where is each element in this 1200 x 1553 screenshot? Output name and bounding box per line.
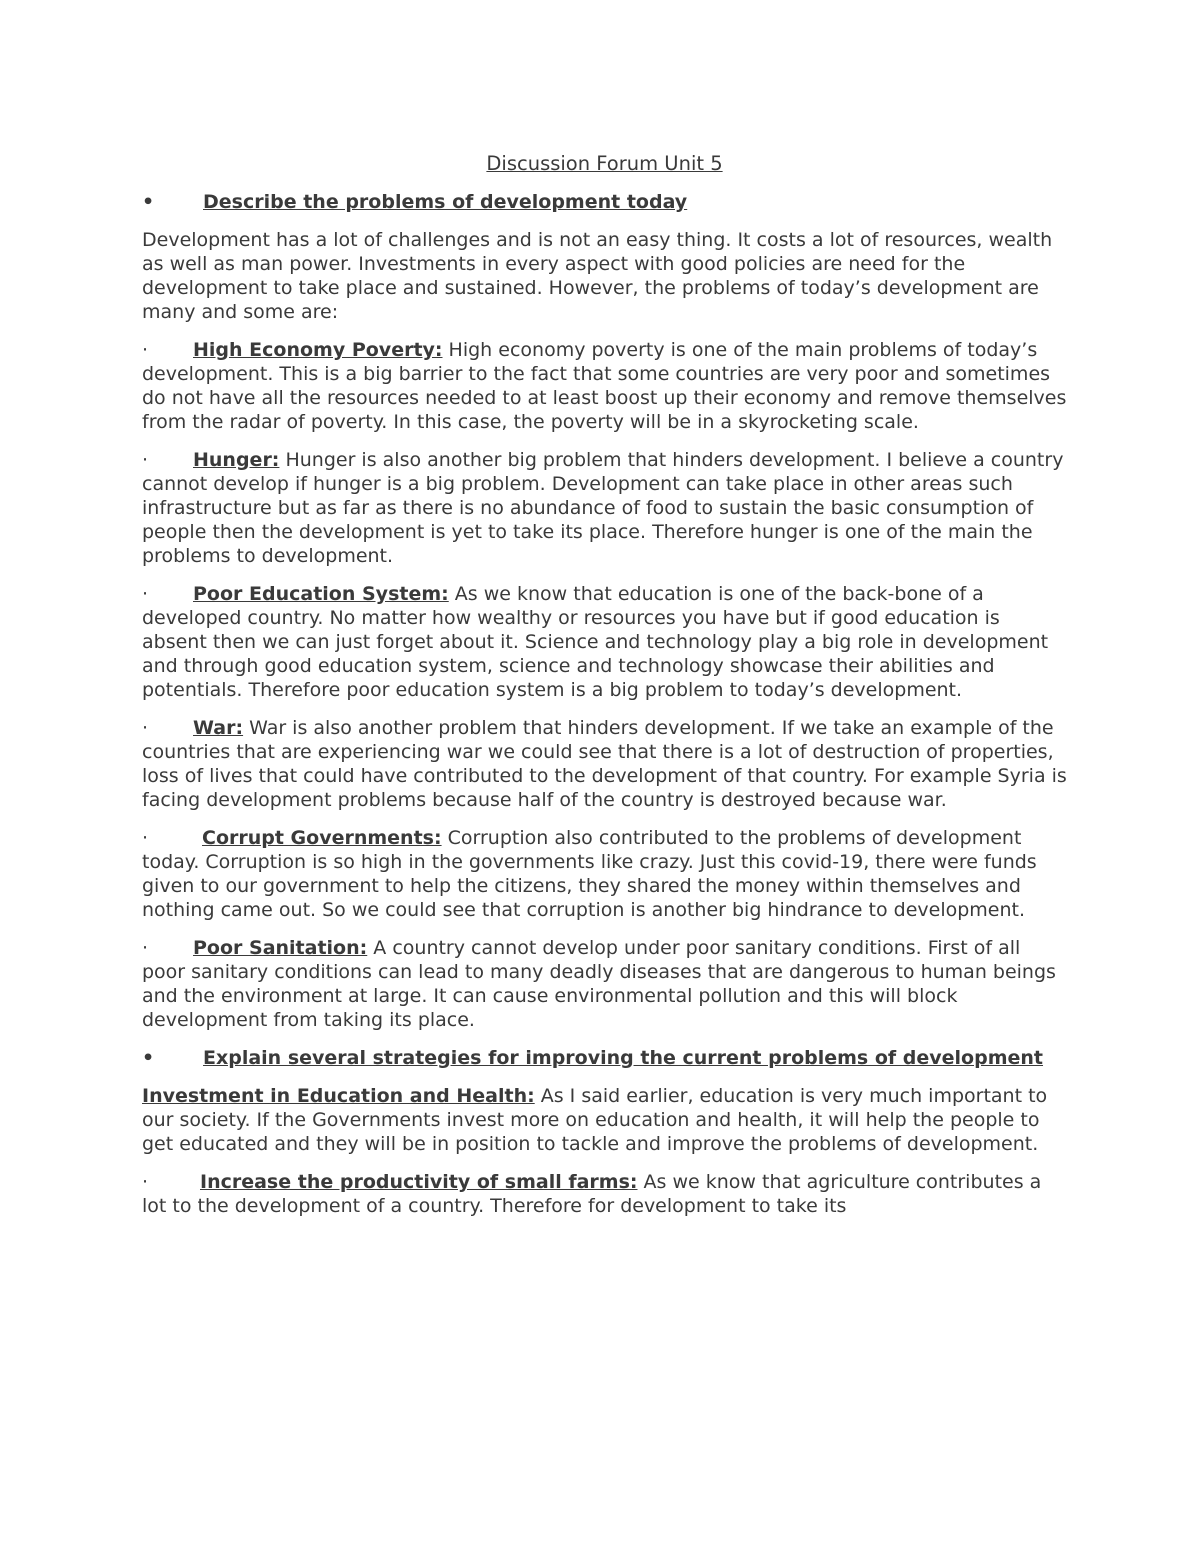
problem-lead: War: xyxy=(193,717,244,739)
problem-item xyxy=(142,716,1067,812)
problem-item xyxy=(142,826,1067,922)
strategy-lead: Increase the productivity of small farms: xyxy=(200,1171,638,1193)
strategy-lead: Investment in Education and Health: xyxy=(142,1085,535,1107)
problem-lead: Poor Sanitation: xyxy=(193,937,368,959)
problem-text: War is also another problem that hinders development. If we take an example of the countries that are experiencing war we could see that there is a lot of destruction of properties, loss of lives that could have contributed to the development of that country. For example Syria is facing development problems because half of the country is destroyed because war. xyxy=(142,717,1067,811)
bullet-icon: • xyxy=(142,191,155,213)
question-heading-1 xyxy=(142,190,1067,214)
bullet-icon: · xyxy=(142,339,149,361)
strategy-text: As I said earlier, education is very much important to our society. If the Governments invest more on education and health, it will help the people to get educated and they will be in position to tackle and improve the problems of development. xyxy=(142,1085,1048,1155)
strategy-text: As we know that agriculture contributes a lot to the development of a country. Therefore for development to take its xyxy=(142,1171,1042,1217)
problem-lead: Poor Education System: xyxy=(193,583,449,605)
document-body xyxy=(142,152,1067,1232)
bullet-icon: · xyxy=(142,717,149,739)
question-heading-2 xyxy=(142,1046,1067,1070)
problem-lead: Corrupt Governments: xyxy=(202,827,442,849)
problem-item xyxy=(142,338,1067,434)
document-title: Discussion Forum Unit 5 xyxy=(486,152,723,175)
bullet-icon: · xyxy=(142,937,149,959)
bullet-icon: · xyxy=(142,583,149,605)
bullet-icon: · xyxy=(142,449,149,471)
question-2-label: Explain several strategies for improving the current problems of development xyxy=(203,1047,1044,1069)
bullet-icon: · xyxy=(142,1171,149,1193)
bullet-icon: • xyxy=(142,1047,155,1069)
problem-text: A country cannot develop under poor sanitary conditions. First of all poor sanitary conditions can lead to many deadly diseases that are dangerous to human beings and the environment at large. It can cause environmental pollution and this will block development from taking its place. xyxy=(142,937,1056,1031)
strategy-item xyxy=(142,1170,1067,1218)
problem-text: Hunger is also another big problem that hinders development. I believe a country cannot develop if hunger is a big problem. Development can take place in other areas such infrastructure but as far as there is no abundance of food to sustain the basic consumption of people then the development is yet to take its place. Therefore hunger is one of the main the problems to development. xyxy=(142,449,1064,567)
problem-item xyxy=(142,448,1067,568)
problem-text: As we know that education is one of the back-bone of a developed country. No matter how wealthy or resources you have but if good education is absent then we can just forget about it. Science and technology play a big role in development and through good education system, science and technology showcase their abilities and potentials. Therefore poor education system is a big problem to today’s development. xyxy=(142,583,1049,701)
question-1-label: Describe the problems of development today xyxy=(203,191,688,213)
problem-text: Corruption also contributed to the problems of development today. Corruption is so high in the governments like crazy. Just this covid-19, there were funds given to our government to help the citizens, they shared the money within themselves and nothing came out. So we could see that corruption is another big hindrance to development. xyxy=(142,827,1037,921)
strategy-item xyxy=(142,1084,1067,1156)
problem-lead: High Economy Poverty: xyxy=(193,339,443,361)
problem-item xyxy=(142,582,1067,702)
problem-lead: Hunger: xyxy=(193,449,280,471)
problem-item xyxy=(142,936,1067,1032)
intro-paragraph: Development has a lot of challenges and is not an easy thing. It costs a lot of resources, wealth as well as man power. Investments in every aspect with good policies are need for the development to take place and sustained. However, the problems of today’s development are many and some are: xyxy=(142,229,1053,323)
bullet-icon: · xyxy=(142,827,149,849)
problem-text: High economy poverty is one of the main problems of today’s development. This is a big barrier to the fact that some countries are very poor and sometimes do not have all the resources needed to at least boost up their economy and remove themselves from the radar of poverty. In this case, the poverty will be in a skyrocketing scale. xyxy=(142,339,1067,433)
